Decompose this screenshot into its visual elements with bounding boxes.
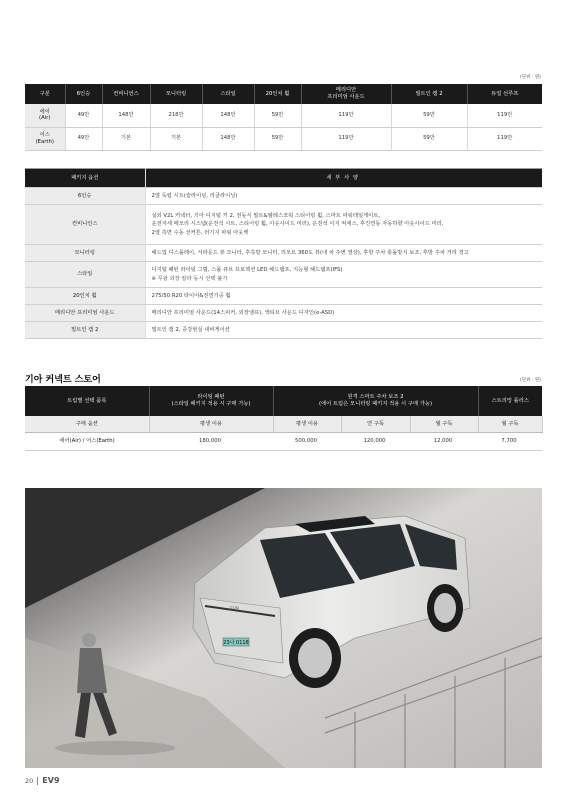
price-cell: 49만 bbox=[65, 127, 102, 150]
ev9-photo bbox=[25, 488, 542, 768]
header-style: 스타일 bbox=[202, 84, 254, 104]
footer-divider bbox=[37, 777, 38, 785]
package-spec: 2열 독립 시트(슬라이딩, 리클라이닝) bbox=[145, 188, 542, 205]
license-plate: 23나 0118 bbox=[223, 640, 249, 646]
package-spec: 실외 V2L 커넥터, 기아 디지털 키 2, 전동식 빌트&텔레스코픽 스티어링 휠, 스마트 파워테일게이트, 운전자세 메모리 시스템(운전석 시트, 스티어링 휠, 아웃사이드 미러), 운전석 이지 억세스, 후진연동 자동하향 아웃사이드 미러, 2열 측면 수동 선커튼, 러기지 파워 아웃렛 bbox=[145, 205, 542, 245]
header-dual-sunroof: 듀얼 선루프 bbox=[467, 84, 542, 104]
store-price-cell: 120,000 bbox=[341, 433, 410, 451]
table-row bbox=[25, 433, 542, 451]
header-meridian-sound: 메리디안 프리미엄 사운드 bbox=[301, 84, 391, 104]
option-price-header-row bbox=[25, 84, 542, 104]
package-header-row bbox=[25, 169, 542, 188]
unit-label-store: (단위 : 원) bbox=[520, 378, 541, 383]
table-row bbox=[25, 104, 542, 127]
subheader-yearly: 연 구독 bbox=[341, 416, 410, 433]
price-cell: 148만 bbox=[102, 104, 150, 127]
trim-label-earth: 어스 (Earth) bbox=[25, 127, 65, 150]
package-name: 메리디안 프리미엄 사운드 bbox=[25, 305, 145, 322]
price-cell: 59만 bbox=[391, 104, 467, 127]
package-spec-table bbox=[25, 168, 542, 339]
package-name: 모니터링 bbox=[25, 245, 145, 262]
header-streaming-plus: 스트리밍 플러스 bbox=[478, 386, 542, 416]
header-purchase-option: 구매 옵션 bbox=[25, 416, 149, 433]
store-row-label: 에어(Air) / 어스(Earth) bbox=[25, 433, 149, 451]
subheader-lifetime: 평생 이용 bbox=[149, 416, 273, 433]
header-6-seater: 6인승 bbox=[65, 84, 102, 104]
table-row bbox=[25, 245, 542, 262]
car-badge: EV9 bbox=[230, 607, 239, 612]
package-name: 빌트인 캠 2 bbox=[25, 322, 145, 339]
option-price-table bbox=[25, 84, 542, 151]
section-title-connect-store: 기아 커넥트 스토어 bbox=[25, 375, 101, 385]
header-lighting-pattern: 라이팅 패턴 (스타일 패키지 적용 시 구매 가능) bbox=[149, 386, 273, 416]
connect-store-table bbox=[25, 386, 543, 451]
package-spec: 275/50 R20 타이어&전면가공 휠 bbox=[145, 288, 542, 305]
store-price-cell: 500,000 bbox=[273, 433, 341, 451]
price-cell: 218만 bbox=[150, 104, 202, 127]
price-cell: 148만 bbox=[202, 104, 254, 127]
package-name: 컨비니언스 bbox=[25, 205, 145, 245]
package-spec: 메리디안 프리미엄 사운드(14스피커, 외장앰프), 액티브 사운드 디자인(e-ASD) bbox=[145, 305, 542, 322]
header-builtin-cam: 빌트인 캠 2 bbox=[391, 84, 467, 104]
table-row bbox=[25, 205, 542, 245]
table-row bbox=[25, 188, 542, 205]
price-cell: 119만 bbox=[301, 104, 391, 127]
package-spec: 디지털 패턴 라이팅 그릴, 스몰 큐브 프로젝션 LED 헤드램프, 지능형 헤드램프(IFS) bbox=[151, 267, 343, 274]
price-cell: 148만 bbox=[202, 127, 254, 150]
price-cell: 59만 bbox=[254, 104, 301, 127]
header-spec-detail: 세 부 사 양 bbox=[145, 169, 542, 188]
store-price-cell: 12,000 bbox=[410, 433, 478, 451]
header-trim-items: 트림별 선택 품목 bbox=[25, 386, 149, 416]
price-cell: 59만 bbox=[391, 127, 467, 150]
package-name: 6인승 bbox=[25, 188, 145, 205]
table-row bbox=[25, 288, 542, 305]
table-row bbox=[25, 322, 542, 339]
package-spec: 헤드업 디스플레이, 서라운드 뷰 모니터, 후측방 모니터, 리모트 360도 뷰(내 차 주변 영상), 후방 주차 충돌방지 보조, 후방 주차 거리 경고 bbox=[145, 245, 542, 262]
price-cell: 59만 bbox=[254, 127, 301, 150]
store-price-cell: 180,000 bbox=[149, 433, 273, 451]
footer-model-name: EV9 bbox=[42, 776, 60, 785]
table-row bbox=[25, 305, 542, 322]
price-cell: 119만 bbox=[467, 127, 542, 150]
header-category: 구분 bbox=[25, 84, 65, 104]
package-spec-note: ※ 무광 외장 칼라 동시 선택 불가 bbox=[151, 275, 228, 282]
store-header-row bbox=[25, 386, 542, 416]
package-name: 스타일 bbox=[25, 262, 145, 288]
price-cell: 49만 bbox=[65, 104, 102, 127]
price-cell: 기본 bbox=[102, 127, 150, 150]
price-cell: 119만 bbox=[301, 127, 391, 150]
price-cell: 119만 bbox=[467, 104, 542, 127]
table-row bbox=[25, 127, 542, 150]
subheader-monthly: 월 구독 bbox=[410, 416, 478, 433]
package-spec: 빌트인 캠 2, 증강현실 내비게이션 bbox=[145, 322, 542, 339]
price-cell: 기본 bbox=[150, 127, 202, 150]
header-monitoring: 모니터링 bbox=[150, 84, 202, 104]
header-remote-parking: 원격 스마트 주차 보조 2 (에어 트림은 모니터링 패키지 적용 시 구매 가능) bbox=[273, 386, 478, 416]
unit-label-top: (단위 : 원) bbox=[520, 75, 541, 80]
header-20inch-wheel: 20인치 휠 bbox=[254, 84, 301, 104]
header-package-option: 패키지 옵션 bbox=[25, 169, 145, 188]
store-price-cell: 7,700 bbox=[478, 433, 542, 451]
store-subheader-row bbox=[25, 416, 542, 433]
table-row bbox=[25, 262, 542, 288]
subheader-monthly: 월 구독 bbox=[478, 416, 542, 433]
package-name: 20인치 휠 bbox=[25, 288, 145, 305]
page-footer bbox=[25, 776, 60, 785]
package-spec-cell bbox=[145, 262, 542, 288]
trim-label-air: 에어 (Air) bbox=[25, 104, 65, 127]
page-number: 20 bbox=[25, 776, 34, 785]
subheader-lifetime: 평생 이용 bbox=[273, 416, 341, 433]
header-convenience: 컨비니언스 bbox=[102, 84, 150, 104]
